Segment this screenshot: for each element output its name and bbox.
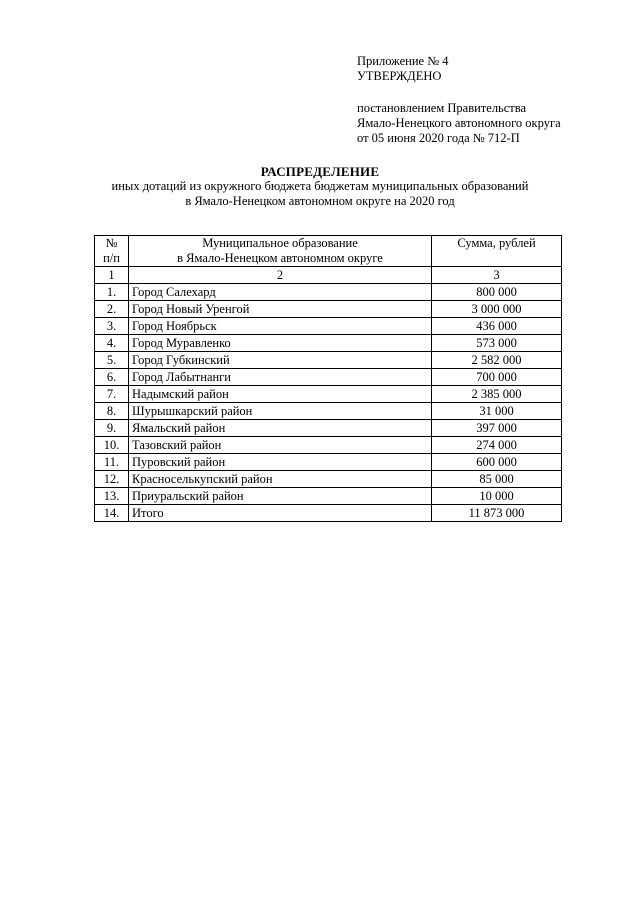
row-sum: 11 873 000 — [432, 505, 562, 522]
table-row — [95, 471, 562, 488]
row-municipality: Ямальский район — [129, 420, 432, 437]
document-title: РАСПРЕДЕЛЕНИЕ — [260, 164, 380, 179]
row-sum: 700 000 — [432, 369, 562, 386]
row-municipality: Город Новый Уренгой — [129, 301, 432, 318]
row-sum: 600 000 — [432, 454, 562, 471]
table-row — [95, 488, 562, 505]
row-number: 4. — [95, 335, 129, 352]
row-number: 14. — [95, 505, 129, 522]
table-row — [95, 284, 562, 301]
row-sum: 436 000 — [432, 318, 562, 335]
header-municipality: Муниципальное образование в Ямало-Ненецком автономном округе — [129, 236, 432, 267]
row-municipality: Надымский район — [129, 386, 432, 403]
table-row — [95, 505, 562, 522]
row-sum: 800 000 — [432, 284, 562, 301]
row-sum: 2 582 000 — [432, 352, 562, 369]
row-sum: 3 000 000 — [432, 301, 562, 318]
row-municipality: Город Салехард — [129, 284, 432, 301]
row-number: 3. — [95, 318, 129, 335]
row-number: 1. — [95, 284, 129, 301]
row-number: 9. — [95, 420, 129, 437]
approval-line-1: постановлением Правительства — [357, 101, 527, 115]
table-row — [95, 420, 562, 437]
row-municipality: Красноселькупский район — [129, 471, 432, 488]
row-number: 11. — [95, 454, 129, 471]
table-row — [95, 352, 562, 369]
header-sum: Сумма, рублей — [432, 236, 562, 267]
document-subtitle-2: в Ямало-Ненецком автономном округе на 2020 год — [185, 194, 455, 208]
row-municipality: Пуровский район — [129, 454, 432, 471]
row-number: 2. — [95, 301, 129, 318]
approval-line-2: Ямало-Ненецкого автономного округа — [357, 116, 561, 130]
row-sum: 31 000 — [432, 403, 562, 420]
table-row — [95, 369, 562, 386]
document-heading — [0, 164, 640, 209]
row-sum: 2 385 000 — [432, 386, 562, 403]
row-sum: 85 000 — [432, 471, 562, 488]
row-number: 8. — [95, 403, 129, 420]
annex-label: Приложение № 4 — [357, 54, 449, 68]
row-sum: 573 000 — [432, 335, 562, 352]
row-number: 10. — [95, 437, 129, 454]
row-municipality: Шурышкарский район — [129, 403, 432, 420]
approval-stamp — [357, 54, 561, 146]
distribution-table — [94, 235, 562, 522]
table-row — [95, 386, 562, 403]
table-row — [95, 335, 562, 352]
row-number: 12. — [95, 471, 129, 488]
row-municipality: Тазовский район — [129, 437, 432, 454]
column-number-row — [95, 267, 562, 284]
table-header-row — [95, 236, 562, 267]
row-municipality: Город Лабытнанги — [129, 369, 432, 386]
row-sum: 10 000 — [432, 488, 562, 505]
document-subtitle-1: иных дотаций из окружного бюджета бюджетам муниципальных образований — [111, 179, 529, 193]
row-municipality: Итого — [129, 505, 432, 522]
row-sum: 397 000 — [432, 420, 562, 437]
header-number: № п/п — [95, 236, 129, 267]
table-body — [95, 284, 562, 522]
row-number: 5. — [95, 352, 129, 369]
row-number: 7. — [95, 386, 129, 403]
column-number-3: 3 — [432, 267, 562, 284]
approval-line-3: от 05 июня 2020 года № 712-П — [357, 131, 520, 145]
table-row — [95, 403, 562, 420]
approved-label: УТВЕРЖДЕНО — [357, 69, 442, 83]
table-row — [95, 454, 562, 471]
table-row — [95, 301, 562, 318]
column-number-2: 2 — [129, 267, 432, 284]
table-row — [95, 318, 562, 335]
row-sum: 274 000 — [432, 437, 562, 454]
row-municipality: Город Муравленко — [129, 335, 432, 352]
row-municipality: Приуральский район — [129, 488, 432, 505]
table-row — [95, 437, 562, 454]
row-municipality: Город Губкинский — [129, 352, 432, 369]
row-number: 13. — [95, 488, 129, 505]
row-municipality: Город Ноябрьск — [129, 318, 432, 335]
row-number: 6. — [95, 369, 129, 386]
column-number-1: 1 — [95, 267, 129, 284]
